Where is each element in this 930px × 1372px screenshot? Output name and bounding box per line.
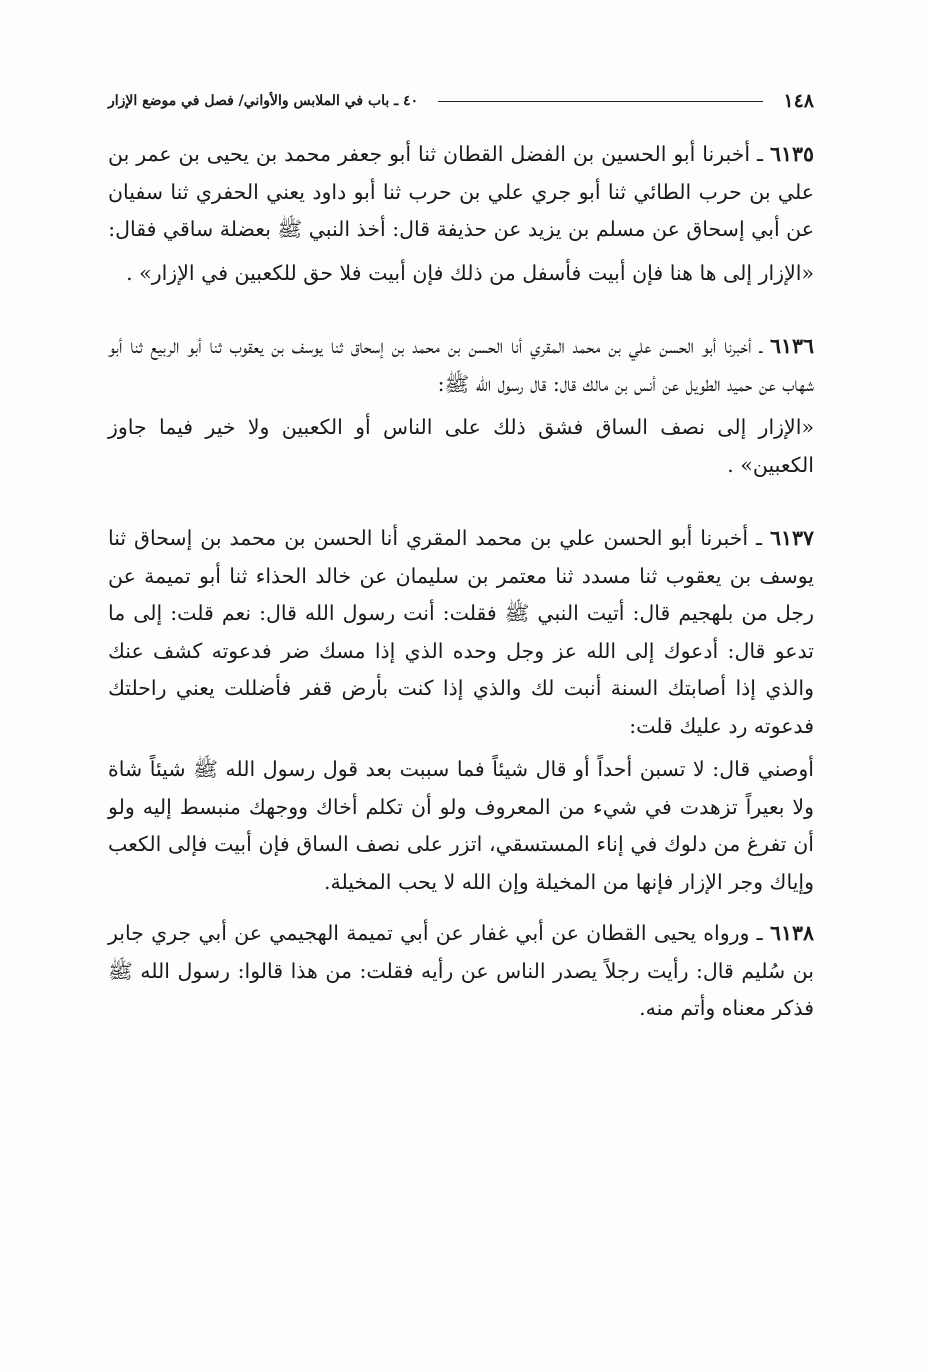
entry-separator: ـ	[750, 142, 764, 166]
running-title: ٤٠ ـ باب في الملابس والأواني/ فصل في موضع الإزار	[108, 93, 419, 109]
entry-separator: ـ	[749, 921, 763, 945]
entry-separator: ـ	[748, 526, 763, 550]
hadith-entry-6138	[108, 915, 814, 1028]
hadith-text-6135: «الإزار إلى ها هنا فإن أبيت فأسفل من ذلك فإن أبيت فلا حق للكعبين في الإزار» .	[126, 260, 814, 285]
hadith-entry-6135	[108, 136, 814, 249]
entry-separator: ـ	[751, 334, 763, 358]
header-rule	[438, 101, 763, 102]
entry-isnad: ورواه يحيى القطان عن أبي غفار عن أبي تميمة الهجيمي عن أبي جري جابر بن سُليم قال: رأيت رجلاً يصدر الناس عن رأيه فقلت: من هذا قالوا: رسول الله ﷺ فذكر معناه وأتم منه.	[108, 921, 814, 1020]
entry-number: ٦١٣٦	[769, 334, 814, 358]
page-number: ١٤٨	[783, 90, 814, 112]
entry-number: ٦١٣٥	[769, 142, 814, 166]
hadith-entry-6136	[108, 328, 814, 403]
hadith-text-6136: «الإزار إلى نصف الساق فشق ذلك على الناس أو الكعبين ولا خير فيما جاوز الكعبين» .	[108, 415, 814, 477]
page-content	[108, 136, 814, 1028]
entry-number: ٦١٣٧	[769, 526, 814, 550]
hadith-text-6137: أوصني قال: لا تسبن أحداً أو قال شيئاً فما سببت بعد قول رسول الله ﷺ شيئاً شاة ولا بعيراً تزهدت في شيء من المعروف ولو أن تكلم أخاك ووجهك منبسط إليه ولو أن تفرغ من دلوك في إناء المستسقي، اتزر على نصف الساق فإن أبيت فإلى الكعب وإياك وجر الإزار فإنها من المخيلة وإن الله لا يحب المخيلة.	[108, 757, 814, 894]
entry-number: ٦١٣٨	[769, 921, 814, 945]
entry-isnad: أخبرنا أبو الحسن علي بن محمد المقري أنا الحسن بن محمد بن إسحاق ثنا يوسف بن يعقوب ثنا أبو الربيع ثنا أبو شهاب عن حميد الطويل عن أنس بن مالك قال: قال رسول الله ﷺ:	[108, 334, 814, 396]
entry-isnad: أخبرنا أبو الحسن علي بن محمد المقري أنا الحسن بن محمد بن إسحاق ثنا يوسف بن يعقوب ثنا مسدد ثنا معتمر بن سليمان عن خالد الحذاء ثنا أبو تميمة عن رجل من بلهجيم قال: أتيت النبي ﷺ فقلت: أنت رسول الله قال: نعم قلت: إلى ما تدعو قال: أدعوك إلى الله عز وجل وحده الذي إذا مسك ضر فدعوته كشف عنك والذي إذا أصابتك السنة أنبت لك والذي إذا كنت بأرض قفر فأضللت يعني راحلتك فدعوته رد عليك قلت:	[108, 526, 814, 738]
page-header	[108, 84, 814, 118]
hadith-entry-6137	[108, 520, 814, 745]
entry-isnad: أخبرنا أبو الحسين بن الفضل القطان ثنا أبو جعفر محمد بن يحيى بن عمر بن علي بن حرب الطائي ثنا أبو جري علي بن حرب ثنا أبو داود يعني الحفري ثنا سفيان عن أبي إسحاق عن مسلم بن يزيد عن حذيفة قال: أخذ النبي ﷺ بعضلة ساقي فقال:	[108, 142, 814, 241]
